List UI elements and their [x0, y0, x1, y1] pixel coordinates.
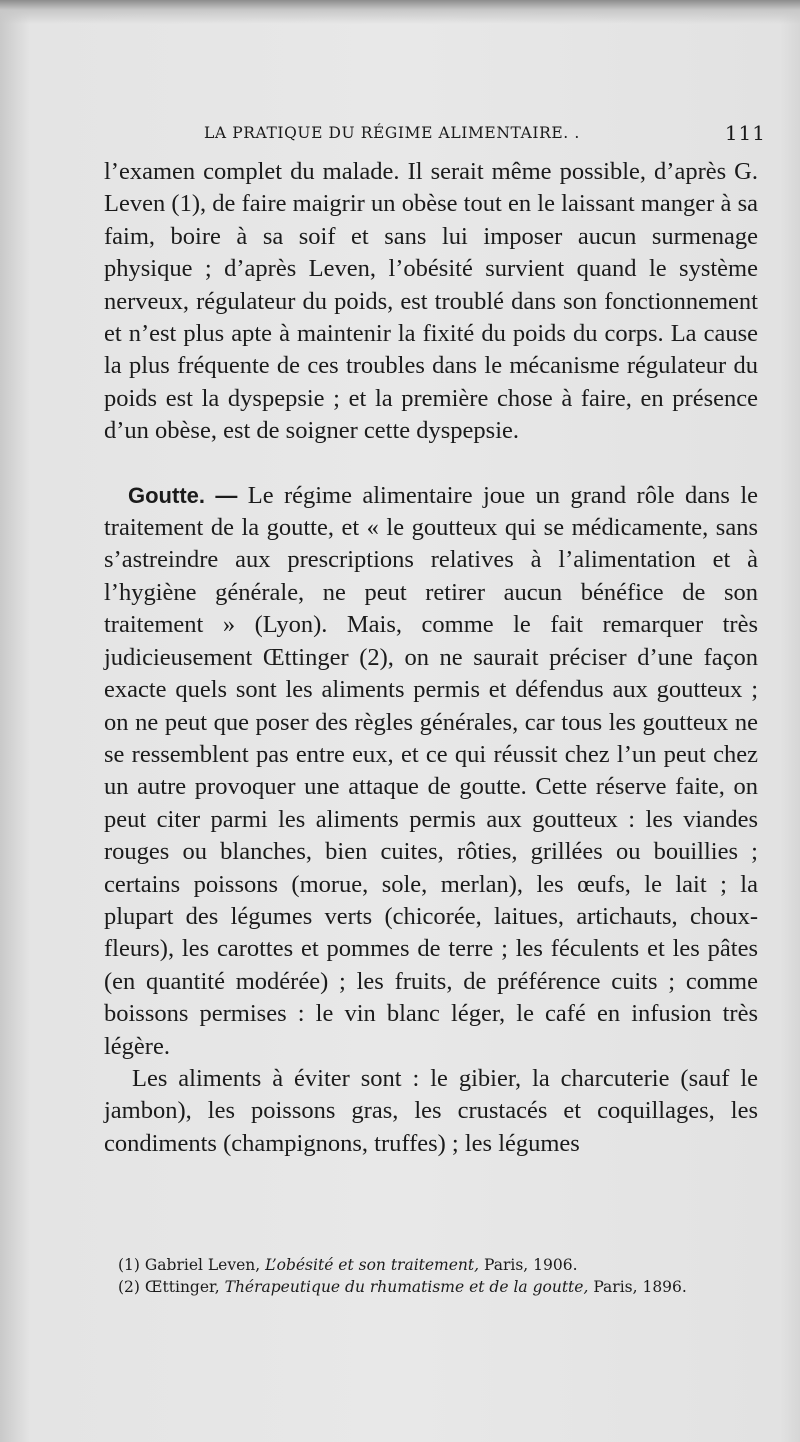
footnotes: [108, 1254, 760, 1298]
footnote-2: [108, 1276, 760, 1298]
body-text: [104, 156, 758, 1160]
footnote-1-author: Gabriel Leven,: [144, 1256, 261, 1274]
paragraph-aliments-a-eviter: Les aliments à éviter sont : le gibier, la charcuterie (sauf le jambon), les poissons gras, les crustacés et coquillages, les condiments (champignons, truffes) ; les légumes: [104, 1064, 758, 1157]
footnote-2-rest: Paris, 1896.: [593, 1278, 687, 1296]
footnote-1-rest: Paris, 1906.: [484, 1256, 578, 1274]
footnote-1-marker: (1): [118, 1256, 140, 1274]
footnote-2-author: Œttinger,: [144, 1278, 220, 1296]
running-head-title: LA PRATIQUE DU RÉGIME ALIMENTAIRE. .: [204, 124, 580, 142]
footnote-2-title: Thérapeutique du rhumatisme et de la goutte,: [224, 1278, 589, 1296]
section-heading-goutte: Goutte. —: [128, 482, 238, 508]
paragraph-goutte: [104, 480, 758, 1063]
paragraph-goutte-text: Le régime alimentaire joue un grand rôle dans le traitement de la goutte, et « le goutteux qui se médicamente, sans s’astreindre aux prescriptions relatives à l’alimentation et à l’hygiène générale, ne peut retirer aucun bénéfice de son traitement » (Lyon). Mais, comme le fait remarquer très judicieusement Œttinger (2), on ne saurait préciser d’une façon exacte quels sont les aliments permis et défendus aux goutteux ; on ne peut que poser des règles générales, car tous les goutteux ne se ressemblent pas entre eux, et ce qui réussit chez l’un peut chez un autre provoquer une attaque de goutte. Cette réserve faite, on peut citer parmi les aliments permis aux goutteux : les viandes rouges ou blanches, bien cuites, rôties, grillées ou bouillies ; certains poissons (morue, sole, merlan), les œufs, le lait ; la plupart des légumes verts (chicorée, laitues, artichauts, choux-fleurs), les carottes et pommes de terre ; les féculents et les pâtes (en quantité modérée) ; les fruits, de préférence cuits ; comme boissons permises : le vin blanc léger, le café en infusion très légère.: [104, 481, 758, 1060]
running-head: [204, 122, 766, 146]
page-number: 111: [724, 121, 766, 145]
footnote-2-marker: (2): [118, 1278, 140, 1296]
footnote-1: [108, 1254, 760, 1276]
footnote-1-title: L’obésité et son traitement,: [265, 1256, 480, 1274]
scan-edge-shadow: [0, 0, 800, 24]
paragraph-obesity-continued: l’examen complet du malade. Il serait même possible, d’après G. Leven (1), de faire maigrir un obèse tout en le laissant manger à sa faim, boire à sa soif et sans lui imposer aucun surmenage physique ; d’après Leven, l’obésité survient quand le système nerveux, régulateur du poids, est troublé dans son fonctionnement et n’est plus apte à maintenir la fixité du poids du corps. La cause la plus fréquente de ces troubles dans le mécanisme régulateur du poids est la dyspepsie ; et la première chose à faire, en présence d’un obèse, est de soigner cette dyspepsie.: [104, 158, 758, 445]
